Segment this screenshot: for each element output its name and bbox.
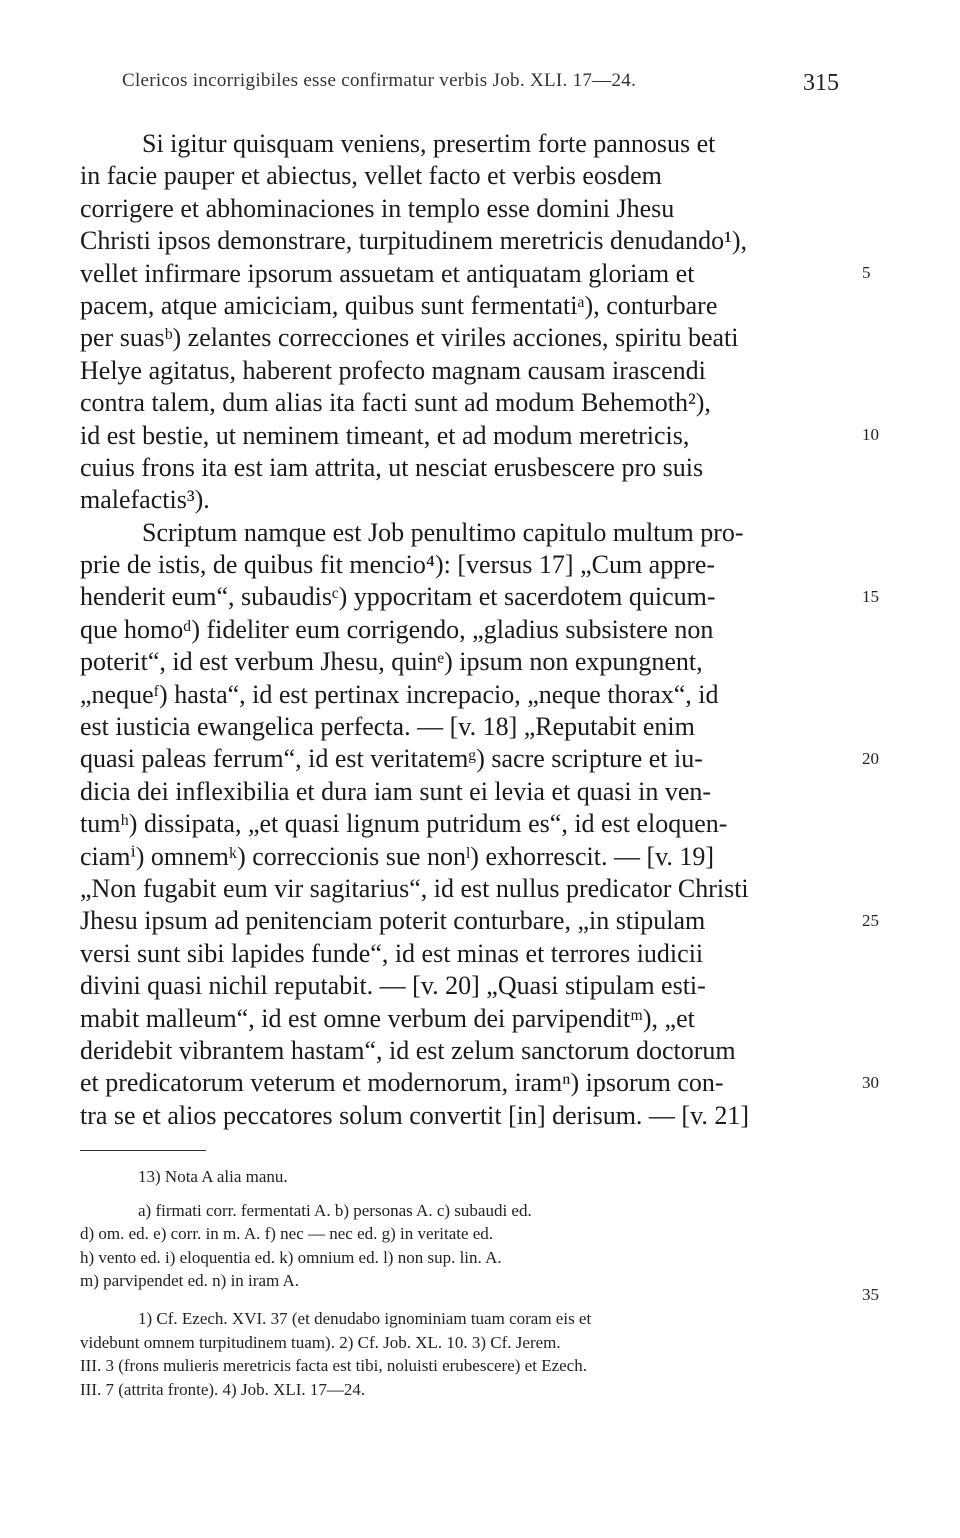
text-line: malefactis³). — [80, 485, 210, 515]
line-number-25: 25 — [862, 911, 879, 930]
source-note: III. 7 (attrita fronte). 4) Job. XLI. 17—24. — [80, 1379, 366, 1399]
text-line: „nequeᶠ) hasta“, id est pertinax increpacio, „neque thorax“, id — [80, 679, 719, 709]
text-line: quasi paleas ferrum“, id est veritatemᵍ) sacre scripture et iu- — [80, 744, 703, 774]
text-line: „Non fugabit eum vir sagitarius“, id est nullus predicator Christi — [80, 873, 749, 903]
line-number-30: 30 — [862, 1073, 879, 1092]
text-line: divini quasi nichil reputabit. — [v. 20] „Quasi stipulam esti- — [80, 971, 706, 1001]
text-line: est iusticia ewangelica perfecta. — [v. 18] „Reputabit enim — [80, 712, 695, 742]
text-line: cuius frons ita est iam attrita, ut nesciat erusbescere pro suis — [80, 452, 704, 482]
text-line: Scriptum namque est Job penultimo capitulo multum pro- — [142, 517, 744, 547]
page-number: 315 — [803, 70, 839, 96]
line-number-35: 35 — [862, 1285, 879, 1304]
page-header — [0, 70, 960, 98]
footnote-divider — [80, 1150, 206, 1151]
variant-note: a) firmati corr. fermentati A. b) personas A. c) subaudi ed. — [138, 1200, 532, 1220]
line-number-15: 15 — [862, 587, 879, 606]
line-number-5: 5 — [862, 263, 871, 282]
text-line: in facie pauper et abiectus, vellet facto et verbis eosdem — [80, 161, 662, 191]
text-line: versi sunt sibi lapides funde“, id est minas et terrores iudicii — [80, 938, 704, 968]
text-line: prie de istis, de quibus fit mencio⁴): [versus 17] „Cum appre- — [80, 550, 716, 580]
text-line: pacem, atque amiciciam, quibus sunt fermentatiᵃ), conturbare — [80, 290, 718, 320]
source-note: videbunt omnem turpitudinem tuam). 2) Cf. Job. XL. 10. 3) Cf. Jerem. — [80, 1332, 561, 1352]
source-note: III. 3 (frons mulieris meretricis facta est tibi, noluisti erubescere) et Ezech. — [80, 1356, 587, 1376]
text-line: Si igitur quisquam veniens, presertim forte pannosus et — [142, 129, 716, 158]
text-line: contra talem, dum alias ita facti sunt ad modum Behemoth²), — [80, 388, 711, 418]
variant-note: m) parvipendet ed. n) in iram A. — [80, 1271, 300, 1291]
text-line: vellet infirmare ipsorum assuetam et antiquatam gloriam et — [80, 258, 695, 288]
text-line: Helye agitatus, haberent profecto magnam causam irascendi — [80, 355, 706, 385]
text-line: Christi ipsos demonstrare, turpitudinem meretricis denudando¹), — [80, 226, 748, 256]
text-line: que homoᵈ) fideliter eum corrigendo, „gladius subsistere non — [80, 614, 714, 644]
running-head: Clericos incorrigibiles esse confirmatur verbis Job. XLI. 17—24. — [122, 70, 637, 91]
text-line: Jhesu ipsum ad penitenciam poterit conturbare, „in stipulam — [80, 906, 706, 936]
variant-note: d) om. ed. e) corr. in m. A. f) nec — nec ed. g) in veritate ed. — [80, 1224, 494, 1244]
text-line: henderit eum“, subaudisᶜ) yppocritam et sacerdotem quicum- — [80, 582, 716, 612]
text-line: deridebit vibrantem hastam“, id est zelum sanctorum doctorum — [80, 1035, 736, 1065]
line-number-10: 10 — [862, 425, 879, 444]
text-line: mabit malleum“, id est omne verbum dei parvipenditᵐ), „et — [80, 1003, 695, 1033]
footnotes — [80, 1165, 860, 1401]
text-line: tra se et alios peccatores solum convertit [in] derisum. — [v. 21] — [80, 1100, 750, 1130]
marginal-note: 13) Nota A alia manu. — [138, 1167, 288, 1186]
text-line: ciamⁱ) omnemᵏ) correccionis sue nonˡ) exhorrescit. — [v. 19] — [80, 841, 715, 871]
main-text — [80, 128, 850, 1132]
source-note: 1) Cf. Ezech. XVI. 37 (et denudabo ignominiam tuam coram eis et — [138, 1308, 592, 1328]
text-line: corrigere et abhominaciones in templo esse domini Jhesu — [80, 193, 675, 223]
text-line: poterit“, id est verbum Jhesu, quinᵉ) ipsum non expungnent, — [80, 647, 703, 677]
text-line: per suasᵇ) zelantes correcciones et viriles acciones, spiritu beati — [80, 323, 739, 353]
line-number-20: 20 — [862, 749, 879, 768]
text-line: dicia dei inflexibilia et dura iam sunt ei levia et quasi in ven- — [80, 776, 712, 806]
text-line: et predicatorum veterum et modernorum, iramⁿ) ipsorum con- — [80, 1068, 724, 1098]
text-line: tumʰ) dissipata, „et quasi lignum putridum es“, id est eloquen- — [80, 809, 728, 839]
variant-note: h) vento ed. i) eloquentia ed. k) omnium ed. l) non sup. lin. A. — [80, 1247, 502, 1267]
text-line: id est bestie, ut neminem timeant, et ad modum meretricis, — [80, 420, 690, 450]
